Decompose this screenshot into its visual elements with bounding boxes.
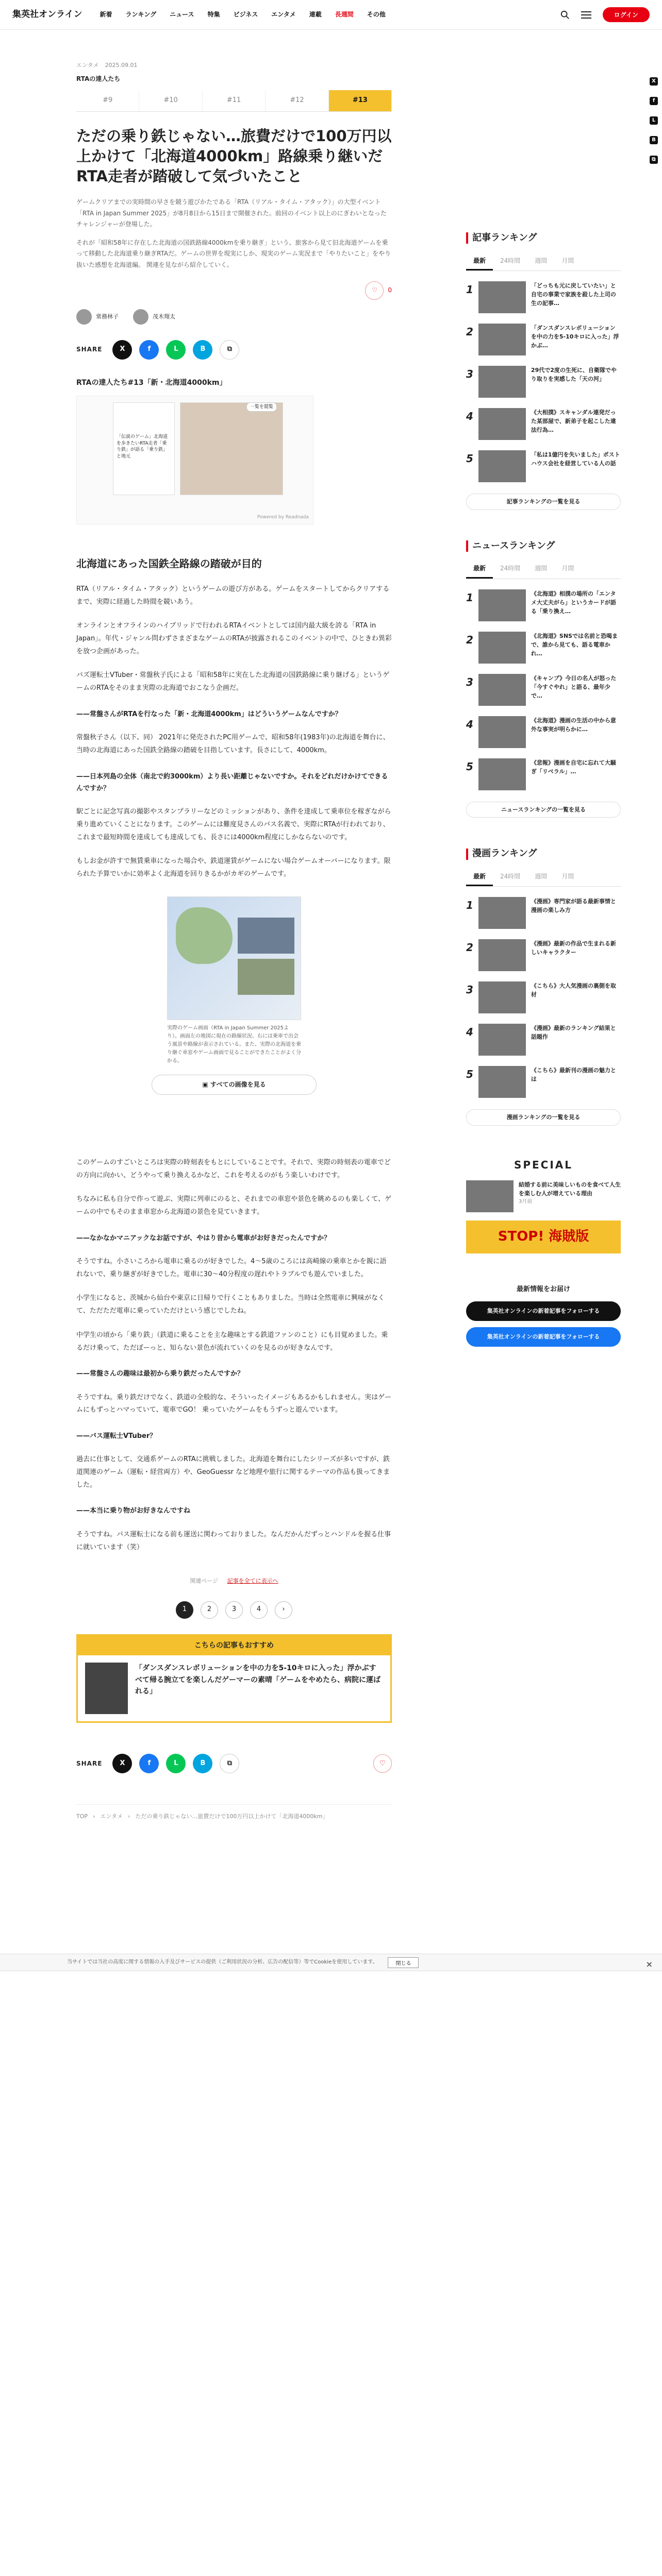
related-widget bbox=[76, 396, 313, 524]
tab-monthly[interactable]: 月間 bbox=[561, 872, 574, 880]
pagination bbox=[76, 1601, 392, 1619]
tab-weekly[interactable]: 週間 bbox=[535, 257, 548, 264]
tab-24h[interactable]: 24時間 bbox=[500, 872, 521, 880]
series-tab-9[interactable]: #9 bbox=[76, 90, 139, 111]
copy-link-button[interactable]: ⧉ bbox=[220, 1754, 239, 1773]
ranking-tabs bbox=[466, 253, 621, 271]
like-count: 0 bbox=[388, 286, 392, 294]
article-ranking-more-button[interactable]: 記事ランキングの一覧を見る bbox=[466, 494, 621, 510]
ranking-item[interactable]: 4 《漫画》最新のランキング結果と話題作 bbox=[466, 1024, 621, 1056]
ranking-item[interactable]: 4 《北海道》漫画の生活の中から意外な事実が明らかに… bbox=[466, 716, 621, 748]
page-3[interactable]: 3 bbox=[225, 1601, 243, 1619]
hatena-share-button[interactable]: B bbox=[193, 340, 212, 360]
like-button[interactable] bbox=[365, 281, 384, 300]
paragraph: そうですね。パス運転士になる前も運送に関わっておりました。なんだかんだずっとハンドルを握る仕事に就いています（笑） bbox=[76, 1530, 391, 1551]
ranking-item[interactable]: 3 《こちら》大人気漫画の裏側を取材 bbox=[466, 981, 621, 1013]
like-area bbox=[76, 281, 392, 300]
series-label[interactable]: RTAの達人たち bbox=[76, 75, 121, 82]
special-heading: SPECIAL bbox=[514, 1158, 573, 1171]
author[interactable] bbox=[76, 309, 119, 325]
nav-item-news[interactable]: ニュース bbox=[170, 10, 194, 18]
author-name: 常務林子 bbox=[96, 313, 119, 320]
pager-note-text: 関連ページ bbox=[190, 1578, 219, 1585]
recommended-thumbnail bbox=[85, 1663, 128, 1714]
special-date: 3月前 bbox=[519, 1198, 533, 1205]
nav-item-business[interactable]: ビジネス bbox=[233, 10, 258, 18]
series-heading: RTAの達人たち#13「新・北海道4000km」 bbox=[76, 378, 227, 387]
widget-powered: Powered by Readnada bbox=[257, 514, 309, 520]
special-thumbnail bbox=[466, 1180, 514, 1212]
cookie-text: 当サイトでは当社の高度に関する情報の入手及びサービスの提供（ご利用状況の分析、広告の配信等）等でCookieを使用しています。 bbox=[67, 1959, 378, 1965]
ranking-title: 漫画ランキング bbox=[472, 848, 537, 859]
follow-x-button[interactable]: 集英社オンラインの新着記事をフォローする bbox=[466, 1301, 621, 1321]
ranking-item[interactable]: 2 《北海道》SNSでは名前と恐喝まで、誰から見ても、語る電車かれ… bbox=[466, 632, 621, 664]
tab-24h[interactable]: 24時間 bbox=[500, 565, 521, 572]
series-tab-13[interactable]: #13 bbox=[329, 90, 392, 111]
main-nav bbox=[100, 10, 386, 20]
paragraph: ちなみに私も自分で作って遊ぶ、実際に列車にのると、それまでの車窓や景色を眺めるのも楽しくて、ゲームの中でもそのまま車窓から北海道の景色を見ていきます。 bbox=[76, 1195, 392, 1216]
view-all-images-label: すべての画像を見る bbox=[210, 1080, 266, 1088]
tab-latest[interactable]: 最新 bbox=[466, 561, 493, 578]
nav-item-new[interactable]: 新着 bbox=[100, 10, 112, 18]
ranking-item[interactable]: 5 《悲報》漫画を自宅に忘れて大騒ぎ「リベラル」… bbox=[466, 758, 621, 790]
ranking-title: 記事ランキング bbox=[472, 232, 537, 243]
recommended-box[interactable] bbox=[76, 1634, 392, 1723]
interview-question: ——日本列島の全体（南北で約3000km）より長い距離じゃないですか。それをどれだけかけてできるんですか？ bbox=[76, 772, 388, 792]
follow-facebook-button[interactable]: 集英社オンラインの新着記事をフォローする bbox=[466, 1327, 621, 1347]
article-figure bbox=[167, 896, 301, 1065]
authors bbox=[76, 309, 392, 325]
paragraph: もしお金が許すで無賃乗車になった場合や、鉄道運賃がゲームにない場合ゲームオーバーになります。限られた予算でいかに効率よく北海道を回りきるかがカギのゲームです。 bbox=[76, 857, 391, 878]
article-category[interactable]: エンタメ bbox=[76, 62, 99, 69]
site-header bbox=[0, 0, 662, 30]
hatena-share-button[interactable]: B bbox=[193, 1754, 212, 1773]
tab-monthly[interactable]: 月間 bbox=[561, 257, 574, 264]
nav-item-ranking[interactable]: ランキング bbox=[125, 10, 157, 18]
gallery-icon: ▣ bbox=[202, 1080, 210, 1088]
special-card[interactable] bbox=[466, 1180, 621, 1212]
x-share-button[interactable]: X bbox=[112, 1754, 132, 1773]
ranking-item[interactable]: 3 29代で2度の生死に、自衛隊でやり取りを実感した「天の河」 bbox=[466, 366, 621, 398]
tab-weekly[interactable]: 週間 bbox=[535, 565, 548, 572]
ranking-item[interactable]: 5 《こちら》最新刊の漫画の魅力とは bbox=[466, 1066, 621, 1098]
sidebar bbox=[466, 231, 621, 1347]
facebook-share-button[interactable]: f bbox=[139, 340, 159, 360]
paragraph: 常盤秋子さん（以下、同） 2021年に発売されたPC用ゲームで、昭和58年(1983年)の北海道を舞台に、当時の北海道にあった国鉄全路線の踏破を目指しています。長さにして、4000km。 bbox=[76, 734, 390, 754]
x-share-button[interactable]: X bbox=[112, 340, 132, 360]
paragraph: 小学生になると、茨城から仙台や東京に日帰りで行くこともありました。当時は全然電車に興味がなくて、ただただ電車に乗っていただけという感じでしたね。 bbox=[76, 1294, 385, 1315]
avatar bbox=[133, 309, 148, 325]
hatena-share-icon[interactable]: B bbox=[650, 136, 658, 144]
next-page-arrow-icon[interactable]: › bbox=[275, 1601, 292, 1619]
article-date: 2025.09.01 bbox=[105, 62, 138, 69]
figure-caption: 実際のゲーム画面（RTA in Japan Summer 2025より）。画面左の地図に現在の路線状況、右には乗車で出会う風景や路線が表示されている。また、実際の北海道を乗り継ぐ車窓やゲーム画面で見ることができたことがよく分かる。 bbox=[167, 1025, 301, 1064]
article-lead-2: それが「昭和58年に存在した北海道の国鉄路線4000kmを乗り継ぎ」という、旅客から見て旧北海道ゲームを乗って移動した北海道乗り継ぎRTAだ。ゲームの世界を現実にしか、現実のゲーム実況まで「やりたいこと」をやり抜いた感想を北海道編。 関連を見ながら紹介していく。 bbox=[76, 239, 391, 268]
tab-weekly[interactable]: 週間 bbox=[535, 872, 548, 880]
series-tab-11[interactable]: #11 bbox=[203, 90, 266, 111]
site-logo[interactable]: 集英社オンライン bbox=[12, 9, 82, 20]
line-share-button[interactable]: L bbox=[166, 1754, 186, 1773]
page-4[interactable]: 4 bbox=[250, 1601, 268, 1619]
special-title: 結婚する前に美味しいものを食べて人生を楽しむ人が増えている理由 bbox=[519, 1181, 621, 1197]
paragraph: そうですね。小さいころから電車に乗るのが好きでした。4〜5歳のころには高崎線の乗車とかを親に語れないで、乗り継ぎが好きでした。電車に30〜40分程度の遅れやトラブルでも遊んでいました。 bbox=[76, 1258, 387, 1278]
close-icon[interactable]: × bbox=[646, 1959, 653, 1969]
paragraph: 中学生の頃から「乗り鉄」（鉄道に乗ることを主な趣味とする鉄道ファンのこと）にも目覚めました。乗るだけ乗って、ただぼーっと、知らない景色が流れていくのを見るのが好きなんです。 bbox=[76, 1331, 388, 1352]
nav-item-series[interactable]: 連載 bbox=[309, 10, 322, 18]
avatar bbox=[76, 309, 92, 325]
interview-question: ——常盤さんがRTAを行なった「新・北海道4000km」はどういうゲームなんですか？ bbox=[76, 710, 342, 718]
x-share-icon[interactable]: X bbox=[650, 77, 658, 86]
ranking-item[interactable]: 1 《漫画》専門家が語る最新事情と漫画の楽しみ方 bbox=[466, 897, 621, 929]
heart-icon: ♡ bbox=[371, 286, 377, 294]
paragraph: 過去に仕事として、交通系ゲームのRTAに挑戦しました。北海道を舞台にしたシリーズが多いですが、鉄道関連のゲーム（運転・経営両方）や、GeoGuessr など地理や旅行に関するテーマの作品も扱ってきました。 bbox=[76, 1455, 390, 1489]
cookie-banner bbox=[0, 1954, 662, 1971]
share-label: SHARE bbox=[76, 345, 103, 353]
series-tab-10[interactable]: #10 bbox=[139, 90, 202, 111]
line-share-button[interactable]: L bbox=[166, 340, 186, 360]
header-actions bbox=[560, 7, 650, 22]
paragraph: そうですね。乗り鉄だけでなく、鉄道の全般的な、そういったイメージもあるかもしれません。実はゲームにもずっとハマっていて、電車でGO！ 乗っていたゲームをもうずっと遊んでいます。 bbox=[76, 1393, 392, 1414]
breadcrumb-current: ただの乗り鉄じゃない…旅費だけで100万円以上かけて「北海道4000km」 bbox=[135, 1813, 328, 1820]
paragraph: このゲームのすごいところは実際の時刻表をもとにしていることです。それで、実際の時刻表の電車でどの方向に向かい、どうやって乗り換えるかなど、これを考えるのがもう楽しいわけです。 bbox=[76, 1158, 391, 1179]
series-tabs bbox=[76, 90, 392, 112]
tab-24h[interactable]: 24時間 bbox=[500, 257, 521, 264]
page-2[interactable]: 2 bbox=[201, 1601, 218, 1619]
ranking-item[interactable]: 2 「ダンスダンスレボリューションを中の力を5-10キロに入った」浮かぶ… bbox=[466, 324, 621, 355]
ranking-item[interactable]: 4 《大相撲》スキャンダル連発だった某部屋で、新弟子を起こした違法行為… bbox=[466, 408, 621, 440]
recommended-item[interactable] bbox=[78, 1655, 390, 1721]
share-row-bottom bbox=[76, 1754, 392, 1773]
ranking-item[interactable]: 2 《漫画》最新の作品で生まれる新しいキャラクター bbox=[466, 939, 621, 971]
recommended-title: 「ダンスダンスレボリューションを中の力を5-10キロに入った」浮かぶすべて帰る腕立てを楽しんだゲーマーの素晴「ゲームをやめたら、病院に運ばれる」 bbox=[135, 1664, 380, 1696]
series-tab-12[interactable]: #12 bbox=[266, 90, 328, 111]
ranking-tabs bbox=[466, 869, 621, 887]
share-row bbox=[76, 340, 392, 360]
copy-link-button[interactable]: ⧉ bbox=[220, 340, 239, 360]
chevron-right-icon: › bbox=[127, 1813, 130, 1820]
widget-card[interactable]: 「伝説のゲーム」北海道を歩きたいRTA走者「乗り鉄」が語る「乗り鉄」と地元 bbox=[113, 402, 175, 495]
facebook-share-icon[interactable]: f bbox=[650, 97, 658, 105]
section-heading: 北海道にあった国鉄全路線の踏破が目的 bbox=[76, 557, 262, 570]
widget-tag[interactable]: 一覧を閲覧 bbox=[246, 402, 277, 412]
copy-link-icon[interactable]: ⧉ bbox=[650, 156, 658, 164]
paragraph: オンラインとオフラインのハイブリッドで行われるRTAイベントとしては国内最大級を誇る「RTA in Japan」。年代・ジャンル問わずさまざまなゲームのRTAが披露されるこのイベントの中で、ひときわ異彩を放つ企画があった。 bbox=[76, 622, 392, 655]
author[interactable] bbox=[133, 309, 175, 325]
line-share-icon[interactable]: L bbox=[650, 116, 658, 125]
ranking-item[interactable]: 1 「どっちも元に戻していたい」と自宅の事業で家族を殺した上司の生の記事… bbox=[466, 281, 621, 313]
nav-item-weekly[interactable]: 長週間 bbox=[335, 10, 354, 18]
article-meta bbox=[76, 61, 392, 70]
recommended-heading: こちらの記事もおすすめ bbox=[78, 1636, 390, 1655]
ranking-item[interactable]: 1 《北海道》相撲の場所の「エンタメ大丈夫がら」というカードが語る「乗り換え… bbox=[466, 589, 621, 621]
page-1[interactable]: 1 bbox=[176, 1601, 193, 1619]
paragraph: 駅ごとに記念写真の撮影やスタンプラリーなどのミッションがあり、条件を達成して乗車位を稼ぎながら乗り進めていくことになります。このゲームには難度見さんのバス名義で、実際にRTAが行われており、これまで最短時間を達成しても達成しても、長さには4000km程度にしかならないのです。 bbox=[76, 808, 391, 841]
interview-question: ——常盤さんの趣味は最初から乗り鉄だったんですか？ bbox=[76, 1370, 244, 1378]
author-name: 茂木翔太 bbox=[153, 313, 175, 320]
interview-question: ——バス運転士VTuber？ bbox=[76, 1432, 157, 1440]
pager-note bbox=[76, 1577, 392, 1586]
news-ranking-heading bbox=[466, 539, 621, 554]
interview-question: ——本当に乗り物がお好きなんですね bbox=[76, 1507, 191, 1515]
tab-monthly[interactable]: 月間 bbox=[561, 565, 574, 572]
ranking-item[interactable]: 5 「私は1億円を失いました」ポストハウス会社を経営している人の話 bbox=[466, 450, 621, 482]
cookie-close-button[interactable]: 閉じる bbox=[388, 1957, 419, 1968]
like-button[interactable] bbox=[373, 1754, 392, 1773]
nav-item-entertainment[interactable]: エンタメ bbox=[271, 10, 296, 18]
widget-photo[interactable] bbox=[180, 402, 283, 495]
game-screenshot[interactable] bbox=[167, 896, 301, 1020]
tab-latest[interactable]: 最新 bbox=[466, 253, 493, 270]
heart-icon: ♡ bbox=[379, 1759, 386, 1768]
paragraph: パズ運転士VTuber・常盤秋子氏による「昭和58年に実在した北海道の国鉄路線に乗り継げる」というゲームのRTAをそのまま実際の北海道でおこなう企画だ。 bbox=[76, 671, 390, 692]
article-ranking-heading bbox=[466, 231, 621, 246]
login-button[interactable]: ログイン bbox=[603, 7, 650, 22]
show-full-article-link[interactable]: 記事を全てに表示へ bbox=[227, 1578, 278, 1585]
nav-item-feature[interactable]: 特集 bbox=[207, 10, 220, 18]
search-icon[interactable] bbox=[560, 10, 570, 20]
news-ranking-more-button[interactable]: ニュースランキングの一覧を見る bbox=[466, 802, 621, 818]
view-all-images-button[interactable] bbox=[152, 1075, 317, 1095]
breadcrumb bbox=[76, 1804, 392, 1821]
side-share-rail bbox=[650, 77, 658, 164]
nav-item-other[interactable]: その他 bbox=[367, 10, 386, 18]
tab-latest[interactable]: 最新 bbox=[466, 869, 493, 886]
manga-ranking-heading bbox=[466, 846, 621, 861]
breadcrumb-top[interactable]: TOP bbox=[76, 1813, 88, 1820]
interview-question: ——なかなかマニアックなお話ですが、やはり昔から電車がお好きだったんですか？ bbox=[76, 1234, 331, 1242]
ranking-title: ニュースランキング bbox=[472, 540, 555, 551]
article bbox=[76, 61, 392, 1821]
share-label: SHARE bbox=[76, 1759, 103, 1767]
chevron-right-icon: › bbox=[93, 1813, 95, 1820]
ranking-item[interactable]: 3 《キャンプ》今日の名人が怒った「今すぐやれ」と語る、最年少で… bbox=[466, 674, 621, 706]
facebook-share-button[interactable]: f bbox=[139, 1754, 159, 1773]
manga-ranking-more-button[interactable]: 漫画ランキングの一覧を見る bbox=[466, 1109, 621, 1126]
hamburger-menu-icon[interactable] bbox=[581, 11, 591, 19]
paragraph: RTA（リアル・タイム・アタック）というゲームの遊び方がある。ゲームをスタートしてからクリアするまで、実際に経過した時間を競いあう。 bbox=[76, 585, 390, 606]
article-lead: ゲームクリアまでの実時間の早さを競う遊びかたである「RTA（リアル・タイム・アタック）」の大型イベント「RTA in Japan Summer 2025」が8月8日から15日まで開催された。前回のイベント以上のにぎわいとなったチャレンジャーが登場した。 bbox=[76, 198, 387, 228]
article-title: ただの乗り鉄じゃない…旅費だけで100万円以上かけて「北海道4000km」路線乗り継いだRTA走者が踏破して気づいたこと bbox=[76, 127, 392, 185]
breadcrumb-category[interactable]: エンタメ bbox=[100, 1813, 123, 1820]
ad-banner[interactable]: STOP! 海賊版 bbox=[466, 1221, 621, 1253]
ranking-tabs bbox=[466, 561, 621, 579]
follow-heading: 最新情報をお届け bbox=[516, 1285, 570, 1293]
